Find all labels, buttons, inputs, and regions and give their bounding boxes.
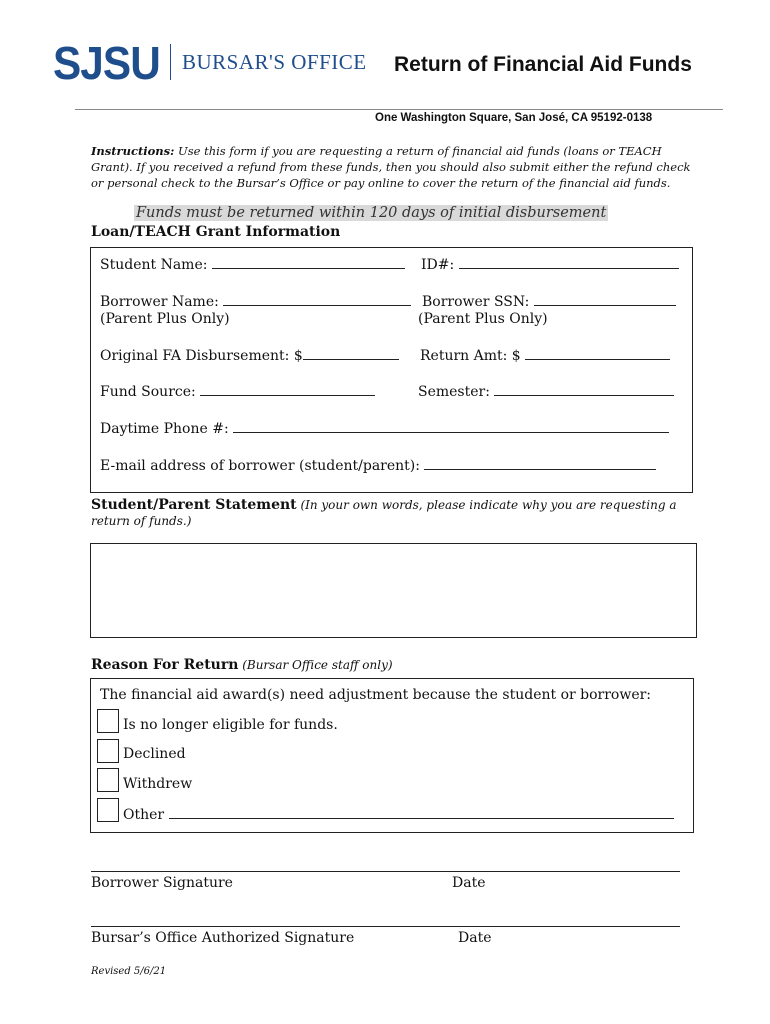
borrower-name-field[interactable] (223, 293, 411, 306)
student-name-field[interactable] (212, 256, 405, 269)
bursar-signature-label: Bursar’s Office Authorized Signature (91, 930, 355, 946)
office-address: One Washington Square, San José, CA 95192-0138 (375, 112, 653, 124)
option-declined: Declined (123, 746, 186, 762)
reason-heading: Reason For Return (91, 657, 239, 673)
phone-row (100, 420, 669, 437)
borrower-ssn-field[interactable] (534, 293, 676, 306)
id-field[interactable] (459, 256, 679, 269)
reason-heading-block (91, 657, 393, 673)
borrower-signature-label: Borrower Signature (91, 875, 233, 891)
logo-divider (170, 44, 171, 80)
bursar-signature-line[interactable] (91, 926, 680, 927)
checkbox-withdrew[interactable] (97, 768, 119, 792)
statement-heading-block (91, 497, 691, 529)
option-withdrew: Withdrew (123, 776, 193, 792)
form-title: Return of Financial Aid Funds (394, 53, 692, 76)
borrower-name-label: Borrower Name: (100, 294, 219, 310)
statement-textbox[interactable] (90, 543, 697, 638)
reason-note: (Bursar Office staff only) (238, 658, 393, 672)
revision-date: Revised 5/6/21 (91, 966, 167, 977)
semester-row (418, 383, 674, 400)
checkbox-not-eligible[interactable] (97, 709, 119, 733)
student-name-row (100, 256, 405, 273)
option-not-eligible: Is no longer eligible for funds. (123, 717, 338, 733)
borrower-name-note: (Parent Plus Only) (100, 311, 230, 327)
return-amt-label: Return Amt: $ (420, 348, 521, 364)
borrower-ssn-label: Borrower SSN: (422, 294, 530, 310)
return-amt-row (420, 347, 670, 364)
borrower-ssn-row (422, 293, 676, 310)
student-name-label: Student Name: (100, 257, 208, 273)
deadline-notice: Funds must be returned within 120 days of initial disbursement (136, 205, 607, 221)
fund-source-row (100, 383, 375, 400)
checkbox-other[interactable] (97, 798, 119, 822)
other-row (123, 806, 674, 823)
other-field[interactable] (169, 806, 674, 819)
statement-heading: Student/Parent Statement (91, 497, 297, 513)
checkbox-declined[interactable] (97, 739, 119, 763)
phone-field[interactable] (233, 420, 669, 433)
header-rule (75, 109, 723, 110)
semester-field[interactable] (494, 383, 674, 396)
email-field[interactable] (424, 457, 656, 470)
statement-note: (In your own words, please indicate why you are requesting a return of funds.) (91, 498, 677, 528)
semester-label: Semester: (418, 384, 490, 400)
reason-intro: The financial aid award(s) need adjustment because the student or borrower: (100, 687, 652, 703)
return-amt-field[interactable] (525, 347, 670, 360)
loan-section-heading: Loan/TEACH Grant Information (91, 224, 341, 240)
fund-source-label: Fund Source: (100, 384, 196, 400)
phone-label: Daytime Phone #: (100, 421, 229, 437)
fund-source-field[interactable] (200, 383, 375, 396)
instructions (91, 143, 697, 191)
instructions-text: Use this form if you are requesting a return of financial aid funds (loans or TEACH Grant). If you received a refund from these funds, then you should also submit either the refund check or personal check to the Bursar’s Office or pay online to cover the return of the financial aid funds. (91, 144, 691, 190)
original-fa-label: Original FA Disbursement: $ (100, 348, 303, 364)
sjsu-logo: SJSU (53, 37, 160, 89)
id-row (421, 256, 679, 273)
original-fa-row (100, 347, 399, 364)
borrower-name-row (100, 293, 411, 310)
option-other: Other (123, 807, 165, 823)
borrower-ssn-note: (Parent Plus Only) (418, 311, 548, 327)
office-name: BURSAR'S OFFICE (182, 50, 367, 74)
borrower-signature-line[interactable] (91, 871, 680, 872)
instructions-label: Instructions: (91, 144, 175, 158)
bursar-date-label: Date (458, 930, 492, 946)
borrower-date-label: Date (452, 875, 486, 891)
email-label: E-mail address of borrower (student/parent): (100, 458, 420, 474)
id-label: ID#: (421, 257, 455, 273)
email-row (100, 457, 656, 474)
original-fa-field[interactable] (303, 347, 399, 360)
